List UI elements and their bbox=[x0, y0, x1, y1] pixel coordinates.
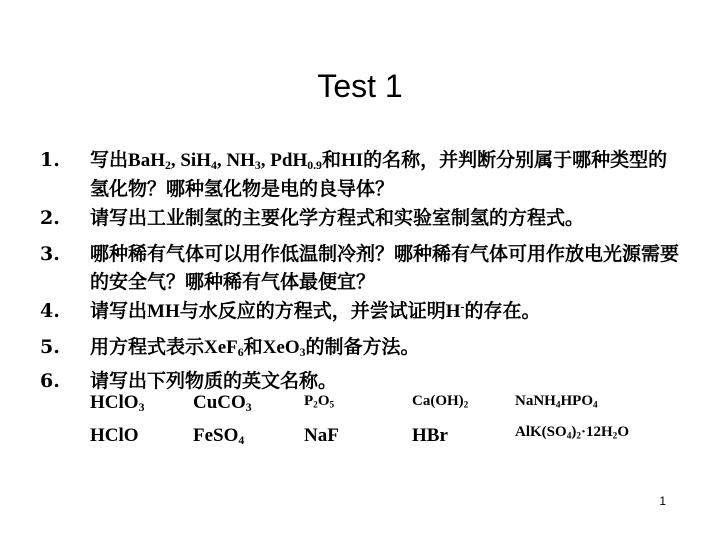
question-number: 6. bbox=[40, 370, 60, 392]
question-number: 5. bbox=[40, 336, 60, 358]
question-text: 请写出下列物质的英文名称。 bbox=[90, 370, 338, 392]
question-text: 请写出工业制氢的主要化学方程式和实验室制氢的方程式。 bbox=[90, 207, 585, 229]
question-text: 请写出MH与水反应的方程式，并尝试证明H-的存在。 bbox=[90, 300, 541, 322]
compound-naf: NaF bbox=[304, 425, 339, 446]
question-5 bbox=[40, 333, 680, 362]
question-6 bbox=[40, 367, 680, 395]
question-1 bbox=[40, 146, 680, 203]
compound-p2o5: $P_2O_5$ bbox=[304, 393, 335, 411]
compound-caoh2: $Ca(OH)_2$ bbox=[412, 393, 469, 411]
compound-hbr: HBr bbox=[412, 425, 448, 446]
question-number: 2. bbox=[40, 207, 60, 229]
question-text: 哪种稀有气体可以用作低温制冷剂？哪种稀有气体可用作放电光源需要的安全气？哪种稀有气体最便宜？ bbox=[90, 243, 680, 293]
compound-feso4: FeSO$_4$ bbox=[193, 425, 245, 447]
compound-alum: $AlK(SO_4)_2\cdot 12H_2O$ bbox=[515, 424, 629, 442]
question-number: 4. bbox=[40, 300, 60, 322]
compound-hclo3: HClO$_3$ bbox=[90, 392, 145, 414]
question-4 bbox=[40, 297, 680, 326]
compound-hclo: HClO bbox=[90, 425, 139, 446]
compound-cuco3: CuCO$_3$ bbox=[193, 392, 252, 414]
question-text: 写出BaH$_2$, SiH$_4$, $NH_3$, PdH$_{0.9}$和HI的名称，并判断分别属于哪种类型的氢化物？哪种氢化物是电的良导体？ bbox=[90, 149, 668, 200]
question-2 bbox=[40, 204, 680, 232]
compound-nanh4hpo4: $NaNH_4HPO_4$ bbox=[515, 393, 598, 411]
question-number: 1. bbox=[40, 149, 60, 171]
question-number: 3. bbox=[40, 243, 60, 265]
question-text: 用方程式表示XeF$_6$和XeO$_3$的制备方法。 bbox=[90, 336, 420, 359]
slide-title: Test 1 bbox=[317, 68, 403, 104]
question-3 bbox=[40, 240, 680, 296]
page-number: 1 bbox=[659, 494, 666, 508]
